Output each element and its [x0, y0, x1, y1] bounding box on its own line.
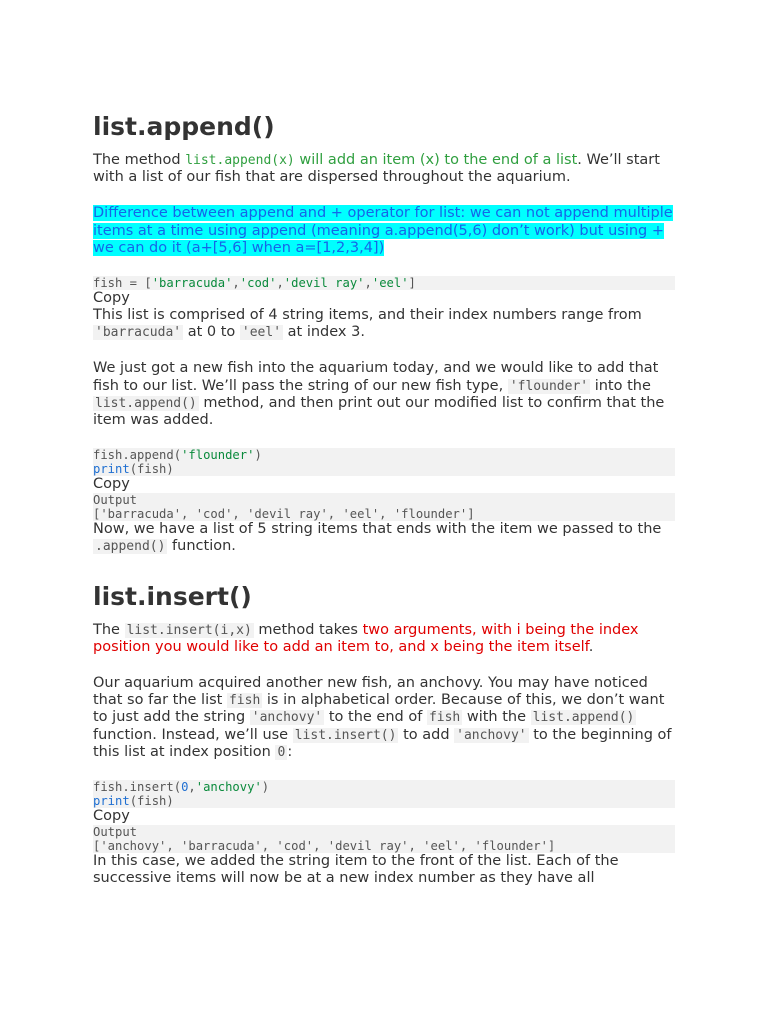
anchovy-paragraph: Our aquarium acquired another new fish, an anchovy. You may have noticed that so far the list fish is in alphabetical order. Because of this, we don’t want to just add the string 'anchovy' to the end of fish with the list.append() function. Instead, we’ll use list.insert() to add 'anchovy' to the beginning of this list at index position 0 :	[93, 675, 672, 760]
output-label: Output	[93, 493, 675, 507]
code-block-fish-list: fish = ['barracuda','cod','devil ray','eel']	[93, 276, 675, 290]
list-index-paragraph: This list is comprised of 4 string items, and their index numbers range from 'barracuda' at 0 to 'eel' at index 3.	[93, 307, 642, 341]
output-label: Output	[93, 825, 675, 839]
section-title-insert: list.insert()	[93, 581, 252, 611]
insert-intro-paragraph: The list.insert(i,x) method takes two arguments, with i being the index position you would like to add an item to, and x being the item itself.	[93, 621, 639, 655]
append-result-paragraph: Now, we have a list of 5 string items that ends with the item we passed to the .append() function.	[93, 521, 662, 555]
append-vs-plus-note: Difference between append and + operator for list: we can not append multiple items at a time using append (meaning a.append(5,6) don’t work) but using + we can do it (a+[5,6] when a=[1,2,3,4])	[93, 205, 673, 256]
new-fish-paragraph: We just got a new fish into the aquarium today, and we would like to add that fish to our list. We’ll pass the string of our new fish type, 'flounder' into the list.append() method, and then print out our modified list to confirm that the item was added.	[93, 360, 665, 429]
article-content	[93, 112, 675, 887]
copy-button[interactable]: Copy	[93, 290, 130, 307]
copy-button[interactable]: Copy	[93, 808, 130, 825]
insert-definition: two arguments, with i being the index position you would like to add an item to, and x being the item itself	[93, 621, 639, 655]
insert-result-paragraph: In this case, we added the string item to the front of the list. Each of the successive items will now be at a new index number as they have all	[93, 853, 619, 887]
section-title-append: list.append()	[93, 112, 275, 141]
output-block-append: ['barracuda', 'cod', 'devil ray', 'eel', 'flounder']	[93, 507, 675, 521]
code-block-insert: fish.insert(0,'anchovy') print(fish)	[93, 780, 675, 808]
append-definition: list.append(x) will add an item (x) to the end of a list	[185, 152, 578, 168]
code-block-append: fish.append('flounder') print(fish)	[93, 448, 675, 476]
output-block-insert: ['anchovy', 'barracuda', 'cod', 'devil ray', 'eel', 'flounder']	[93, 839, 675, 853]
copy-button[interactable]: Copy	[93, 476, 130, 493]
append-intro-paragraph: The method list.append(x) will add an item (x) to the end of a list. We’ll start with a list of our fish that are dispersed throughout the aquarium.	[93, 152, 660, 186]
